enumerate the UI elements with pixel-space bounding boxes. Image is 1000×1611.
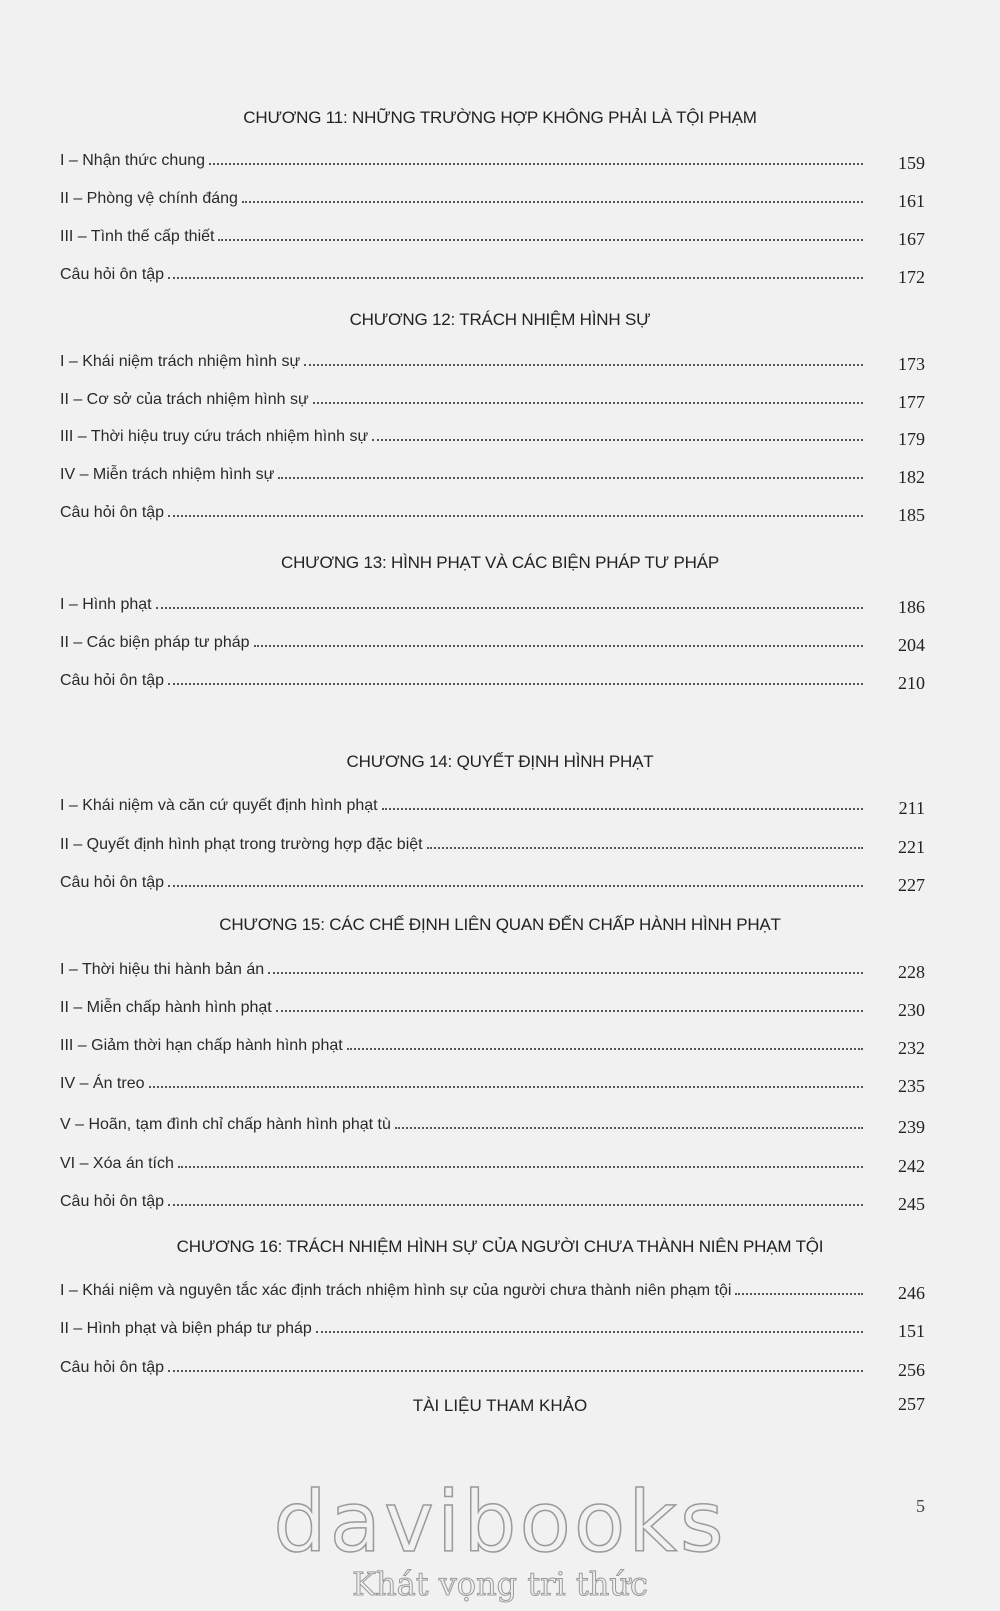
toc-entry [60, 260, 925, 287]
entry-label: II – Các biện pháp tư pháp [60, 634, 250, 651]
entry-page: 245 [898, 1194, 925, 1214]
entry-label: Câu hỏi ôn tập [60, 672, 165, 689]
chapter-heading: CHƯƠNG 14: QUYẾT ĐỊNH HÌNH PHẠT [346, 752, 654, 771]
chapter-heading: CHƯƠNG 15: CÁC CHẾ ĐỊNH LIÊN QUAN ĐẾN CHẤP HÀNH HÌNH PHẠT [219, 915, 781, 934]
entry-label: III – Thời hiệu truy cứu trách nhiệm hình sự [60, 428, 369, 445]
chapter-heading: CHƯƠNG 11: NHỮNG TRƯỜNG HỢP KHÔNG PHẢI LÀ TỘI PHẠM [243, 108, 757, 127]
toc-entry [60, 590, 925, 617]
leader-dots [156, 607, 863, 609]
leader-dots [168, 1370, 863, 1372]
leader-dots [168, 515, 863, 517]
leader-dots [168, 885, 863, 887]
toc-entry [60, 347, 925, 374]
toc-entry [60, 1149, 925, 1176]
entry-page: 151 [898, 1321, 925, 1341]
entry-page: 246 [898, 1283, 925, 1303]
toc-entry [60, 1353, 925, 1380]
entry-label: Câu hỏi ôn tập [60, 1193, 165, 1210]
chapter-heading: CHƯƠNG 16: TRÁCH NHIỆM HÌNH SỰ CỦA NGƯỜI CHƯA THÀNH NIÊN PHẠM TỘI [176, 1237, 824, 1256]
entry-label: III – Giảm thời hạn chấp hành hình phạt [60, 1037, 343, 1054]
entry-page: 172 [898, 267, 925, 287]
toc-entry [60, 385, 925, 412]
leader-dots [313, 402, 863, 404]
entry-page: 211 [898, 798, 925, 818]
page-number: 5 [916, 1496, 925, 1516]
entry-label: III – Tình thế cấp thiết [60, 228, 215, 245]
toc-entry [60, 1314, 925, 1341]
entry-page: 235 [898, 1076, 925, 1096]
toc-entry [60, 1187, 925, 1214]
toc-entry [60, 460, 925, 487]
leader-dots [278, 477, 863, 479]
entry-page: 185 [898, 505, 925, 525]
leader-dots [149, 1086, 864, 1088]
leader-dots [427, 847, 863, 849]
toc-entry [60, 146, 925, 173]
leader-dots [268, 972, 863, 974]
leader-dots [168, 683, 863, 685]
entry-page: 167 [898, 229, 925, 249]
toc-entry [60, 993, 925, 1020]
entry-page: 239 [898, 1117, 925, 1137]
entry-page: 221 [898, 837, 925, 857]
leader-dots [218, 239, 863, 241]
entry-label: VI – Xóa án tích [60, 1155, 174, 1172]
entry-page: 186 [898, 597, 925, 617]
entry-page: 173 [898, 354, 925, 374]
references-page: 257 [898, 1394, 925, 1414]
leader-dots [254, 645, 863, 647]
leader-dots [395, 1127, 863, 1129]
toc-entry [60, 868, 925, 895]
entry-page: 161 [898, 191, 925, 211]
leader-dots [276, 1010, 863, 1012]
chapter-heading: CHƯƠNG 12: TRÁCH NHIỆM HÌNH SỰ [349, 310, 651, 329]
leader-dots [347, 1048, 863, 1050]
leader-dots [316, 1331, 863, 1333]
toc-entry [60, 1069, 925, 1096]
entry-label: I – Khái niệm và căn cứ quyết định hình phạt [60, 797, 378, 814]
entry-label: II – Cơ sở của trách nhiệm hình sự [60, 391, 309, 408]
toc-entry [60, 422, 925, 449]
entry-label: I – Nhận thức chung [60, 152, 206, 169]
entry-label: Câu hỏi ôn tập [60, 266, 165, 283]
entry-label: Câu hỏi ôn tập [60, 1359, 165, 1376]
toc-entry [60, 791, 925, 818]
entry-page: 227 [898, 875, 925, 895]
entry-page: 182 [898, 467, 925, 487]
entry-page: 228 [898, 962, 925, 982]
toc-entry [60, 1276, 925, 1303]
entry-page: 242 [898, 1156, 925, 1176]
watermark-brand: davibooks [273, 1473, 727, 1571]
toc-entry [60, 1110, 925, 1137]
entry-label: II – Miễn chấp hành hình phạt [60, 999, 272, 1016]
entry-label: II – Hình phạt và biện pháp tư pháp [60, 1320, 312, 1337]
entry-label: Câu hỏi ôn tập [60, 874, 165, 891]
toc-entry [60, 1031, 925, 1058]
entry-page: 159 [898, 153, 925, 173]
entry-page: 210 [898, 673, 925, 693]
leader-dots [304, 364, 863, 366]
toc-entry [60, 498, 925, 525]
entry-page: 232 [898, 1038, 925, 1058]
entry-label: II – Quyết định hình phạt trong trường hợp đặc biệt [60, 836, 423, 853]
leader-dots [168, 1204, 863, 1206]
entry-label: I – Hình phạt [60, 596, 152, 613]
watermark-tagline: Khát vọng tri thức [352, 1565, 648, 1603]
leader-dots [209, 163, 863, 165]
toc-entry [60, 666, 925, 693]
leader-dots [372, 439, 863, 441]
entry-label: I – Khái niệm trách nhiệm hình sự [60, 353, 301, 370]
toc-entry [60, 628, 925, 655]
references-heading: TÀI LIỆU THAM KHẢO [412, 1396, 588, 1415]
entry-label: V – Hoãn, tạm đình chỉ chấp hành hình phạt tù [60, 1116, 391, 1133]
toc-entry [60, 184, 925, 211]
toc-entry [60, 830, 925, 857]
chapter-heading: CHƯƠNG 13: HÌNH PHẠT VÀ CÁC BIỆN PHÁP TƯ PHÁP [281, 553, 719, 572]
entry-label: I – Khái niệm và nguyên tắc xác định trách nhiệm hình sự của người chưa thành niên phạm tội [60, 1282, 732, 1299]
entry-label: I – Thời hiệu thi hành bản án [60, 961, 265, 978]
entry-page: 256 [898, 1360, 925, 1380]
entry-label: Câu hỏi ôn tập [60, 504, 165, 521]
entry-page: 179 [898, 429, 925, 449]
entry-label: II – Phòng vệ chính đáng [60, 190, 238, 207]
entry-label: IV – Miễn trách nhiệm hình sự [60, 466, 275, 483]
leader-dots [178, 1166, 863, 1168]
leader-dots [382, 808, 863, 810]
leader-dots [735, 1293, 863, 1295]
leader-dots [168, 277, 863, 279]
entry-page: 230 [898, 1000, 925, 1020]
entry-page: 204 [898, 635, 925, 655]
entry-label: IV – Án treo [60, 1075, 145, 1092]
leader-dots [242, 201, 863, 203]
toc-entry [60, 955, 925, 982]
entry-page: 177 [898, 392, 925, 412]
toc-entry [60, 222, 925, 249]
